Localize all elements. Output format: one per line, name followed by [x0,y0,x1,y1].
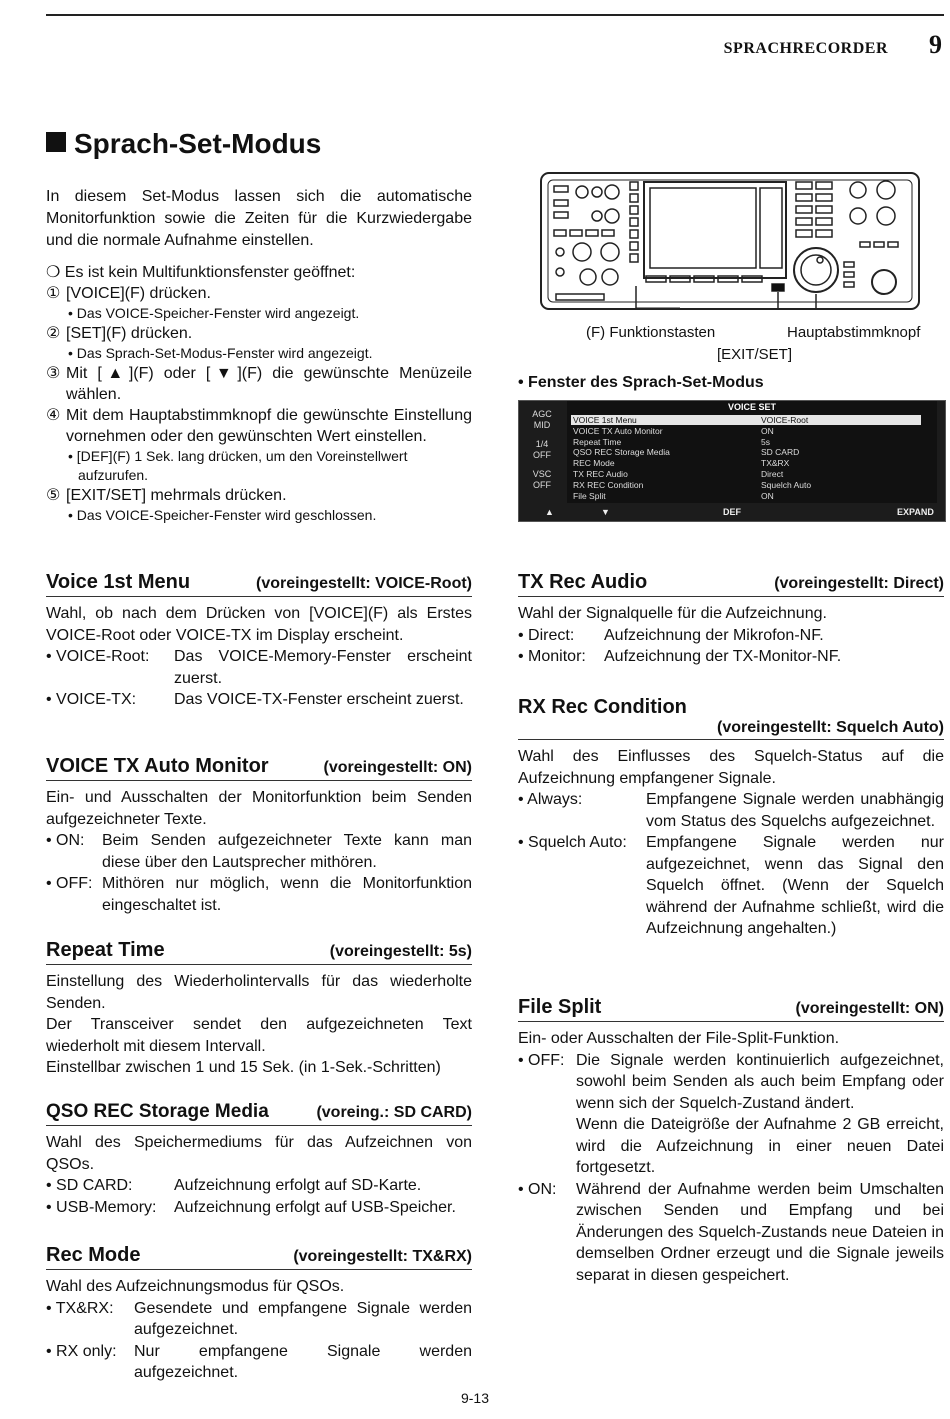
title-text: Sprach-Set-Modus [74,128,322,159]
precondition: ❍ Es ist kein Multifunktionsfenster geöffnet: [46,264,356,281]
option-value: Das VOICE-TX-Fenster erscheint zuerst. [174,691,464,708]
chapter-number: 9 [929,30,942,59]
section-heading: File Split [518,996,602,1018]
menu-item-value: SD CARD [761,447,800,458]
step-note: • Das VOICE-Speicher-Fenster wird geschlossen. [68,507,377,523]
section-default: (voreing.: SD CARD) [316,1104,472,1121]
menu-item-value: ON [761,425,774,436]
option-key: • ON: [518,1180,557,1198]
steps-list [46,262,472,525]
option-value: Nur empfangene Signale werden aufgezeichnet. [134,1342,472,1381]
screen-caption: • Fenster des Sprach-Set-Modus [518,374,764,391]
softkey-label: ▲ [545,507,554,517]
option-value: Während der Aufnahme werden beim Umschalten zwischen Senden und Empfang und bei Änderungen des Squelch-Zustands neue Dateien in demselben Ordner erzeugt und die Signale jeweils separat in diesen gespeichert. [576,1180,944,1284]
option-row [518,625,944,647]
section-text: Der Transceiver sendet den aufgezeichneten Text wiederholt mit diesem Intervall. [46,1016,472,1055]
section-body [46,1276,472,1384]
option-value: Aufzeichnung erfolgt auf USB-Speicher. [174,1198,456,1216]
menu-item-label: Repeat Time [573,436,622,447]
voice-set-screen [518,400,946,522]
section-body [46,603,472,711]
menu-row [571,491,921,501]
side-label: OFF [533,480,551,490]
menu-item-label: TX REC Audio [573,469,628,479]
softkey-label: ▼ [601,507,610,517]
option-value: Beim Senden aufgezeichneter Texte kann man diese über den Lautsprecher mithören. [102,832,472,871]
label-function-keys: (F) Funktionstasten [586,324,716,341]
step-note: • Das VOICE-Speicher-Fenster wird angezeigt. [68,305,360,321]
section-heading: Rec Mode [46,1244,141,1266]
section-default: (voreingestellt: TX&RX) [293,1248,472,1265]
menu-item-label: REC Mode [573,458,615,469]
option-row [46,1341,472,1384]
section-rec-mode [46,1244,472,1384]
menu-item-label: QSO REC Storage Media [573,447,670,458]
menu-item-value: 5s [761,436,770,447]
page-title [46,128,321,160]
option-key: • SD CARD: [46,1177,133,1194]
section-body [46,787,472,916]
section-body [46,1132,472,1218]
menu-item-label: File Split [573,490,606,501]
section-text: Wahl, ob nach dem Drücken von [VOICE](F) als Erstes VOICE-Root oder VOICE-TX im Display erscheint. [46,605,472,644]
top-rule [46,14,944,16]
option-value: Empfangene Signale werden nur aufgezeichnet, wenn das Signal den Squelch öffnet. (Wenn der Squelch während der Aufnahme schließt, wird die Aufzeichnung angehalten.) [646,834,944,937]
menu-item-value: ON [761,490,774,501]
option-value: Gesendete und empfangene Signale werden aufgezeichnet. [134,1299,472,1338]
section-heading: QSO REC Storage Media [46,1101,269,1122]
step-number: ⑤ [46,487,61,504]
screen-title: VOICE SET [727,402,776,412]
section-voice-tx-auto-monitor [46,755,472,916]
section-file-split [518,996,944,1286]
option-key: • VOICE-Root: [46,648,150,665]
section-text: Wahl des Einflusses des Squelch-Status auf die Aufzeichnung empfangener Signale. [518,748,944,787]
square-bullet-icon [46,132,66,152]
menu-row [571,447,921,457]
step-text: [SET](F) drücken. [66,325,193,342]
section-text: Wahl des Aufzeichnungsmodus für QSOs. [46,1278,345,1295]
step-item [46,363,472,405]
step-item [46,323,472,344]
menu-row [571,480,921,490]
option-value: Aufzeichnung der Mikrofon-NF. [604,626,824,644]
transceiver-front-panel [540,172,920,310]
menu-item-value: Squelch Auto [761,479,812,490]
section-body [518,1028,944,1286]
option-row [46,873,472,916]
section-default: (voreingestellt: Direct) [774,575,944,592]
section-text: Wahl des Speichermediums für das Aufzeichnen von QSOs. [46,1134,472,1173]
running-header: SPRACHRECORDER [723,40,888,57]
step-text: Mit dem Hauptabstimmknopf die gewünschte Einstellung vornehmen oder den gewünschten Wert einstellen. [66,407,472,445]
section-heading: RX Rec Condition [518,696,687,718]
option-key: • OFF: [518,1051,565,1069]
screen-menu [567,401,937,503]
menu-item-label: VOICE TX Auto Monitor [573,425,663,436]
section-text: Ein- oder Ausschalten der File-Split-Funktion. [518,1030,840,1047]
section-body [518,603,944,668]
step-item [46,283,472,304]
menu-item-value: VOICE-Root [761,415,809,425]
screen-softkeys [519,505,945,521]
step-item [46,405,472,447]
label-exit-set: [EXIT/SET] [717,346,793,363]
menu-row [571,426,921,436]
side-label: OFF [533,450,551,460]
section-text: Einstellbar zwischen 1 und 15 Sek. (in 1-Sek.-Schritten) [46,1059,441,1076]
option-row [46,1197,472,1219]
softkey-label: EXPAND [897,507,934,517]
section-heading: VOICE TX Auto Monitor [46,755,269,777]
option-value: Die Signale werden kontinuierlich aufgezeichnet, sowohl beim Senden als auch beim Empfang oder wenn sich der Squelch-Zustand ändert. [576,1051,944,1112]
step-number: ① [46,285,61,302]
menu-item-label: RX REC Condition [573,479,644,490]
section-heading: Voice 1st Menu [46,571,191,593]
option-value: Aufzeichnung erfolgt auf SD-Karte. [174,1177,422,1194]
section-default: (voreingestellt: VOICE-Root) [255,575,472,592]
option-row [518,789,944,832]
menu-row [571,415,921,425]
option-row [518,832,944,940]
option-key: • Monitor: [518,648,586,665]
option-row [46,689,472,711]
option-row [46,646,472,689]
option-value: Empfangene Signale werden unabhängig vom Status des Squelchs aufgezeichnet. [646,791,944,830]
option-key: • TX&RX: [46,1299,114,1317]
label-main-dial: Hauptabstimmknopf [787,324,921,341]
option-key: • RX only: [46,1342,117,1360]
option-value-note: Wenn die Dateigröße der Aufnahme 2 GB erreicht, wird die Aufzeichnung in einer neuen Datei fortgesetzt. [576,1116,944,1176]
option-key: • ON: [46,832,85,849]
step-number: ④ [46,407,61,424]
softkey-label: DEF [723,507,741,517]
option-row [46,1298,472,1341]
section-tx-rec-audio [518,571,944,668]
section-body [518,746,944,940]
step-text: [VOICE](F) drücken. [66,285,211,302]
menu-item-value: Direct [761,469,784,479]
step-number: ③ [46,365,61,382]
page-number: 9-13 [460,1390,490,1406]
option-row [46,830,472,873]
side-label: AGC [532,409,552,419]
option-key: • VOICE-TX: [46,691,137,708]
intro-paragraph: In diesem Set-Modus lassen sich die automatische Monitorfunktion sowie die Zeiten für die Kurzwiedergabe und die normale Aufnahme einstellen. [46,188,472,249]
option-value: Mithören nur möglich, wenn die Monitorfunktion eingeschaltet ist. [102,875,472,914]
section-body [46,971,472,1079]
step-item [46,485,472,506]
step-number: ② [46,325,61,342]
menu-item-value: TX&RX [761,458,790,469]
option-key: • USB-Memory: [46,1198,157,1216]
option-key: • OFF: [46,875,93,892]
menu-row [571,469,921,479]
menu-item-label: VOICE 1st Menu [573,415,637,425]
option-key: • Always: [518,791,583,808]
section-text: Ein- und Ausschalten der Monitorfunktion beim Senden aufgezeichneter Texte. [46,789,472,828]
section-default: (voreingestellt: Squelch Auto) [717,719,944,736]
section-default: (voreingestellt: 5s) [329,943,472,960]
option-key: • Squelch Auto: [518,834,627,851]
section-text: Wahl der Signalquelle für die Aufzeichnung. [518,605,827,622]
section-default: (voreingestellt: ON) [323,759,472,776]
section-repeat-time [46,939,472,1079]
menu-row [571,458,921,468]
option-key: • Direct: [518,626,575,644]
option-row [46,1175,472,1197]
section-voice-1st-menu [46,571,472,711]
section-rx-rec-condition [518,696,944,940]
option-row [518,646,944,668]
section-default: (voreingestellt: ON) [795,1000,944,1017]
step-text: Mit [▲](F) oder [▼](F) die gewünschte Menüzeile wählen. [66,365,472,403]
step-text: [EXIT/SET] mehrmals drücken. [66,487,287,504]
step-note: • Das Sprach-Set-Modus-Fenster wird angezeigt. [68,345,373,361]
section-qso-rec-storage-media [46,1101,472,1218]
side-label: MID [533,420,551,430]
menu-row [571,437,921,447]
section-heading: Repeat Time [46,939,165,961]
step-note: • [DEF](F) 1 Sek. lang drücken, um den Voreinstellwert aufzurufen. [68,448,408,483]
option-value: Das VOICE-Memory-Fenster erscheint zuerst. [174,648,472,687]
section-heading: TX Rec Audio [518,571,648,593]
side-label: VSC [532,469,552,479]
section-text: Einstellung des Wiederholintervalls für das wiederholte Senden. [46,973,472,1012]
side-label: 1/4 [535,439,549,449]
screen-side-labels [519,401,565,503]
option-value: Aufzeichnung der TX-Monitor-NF. [604,648,842,665]
